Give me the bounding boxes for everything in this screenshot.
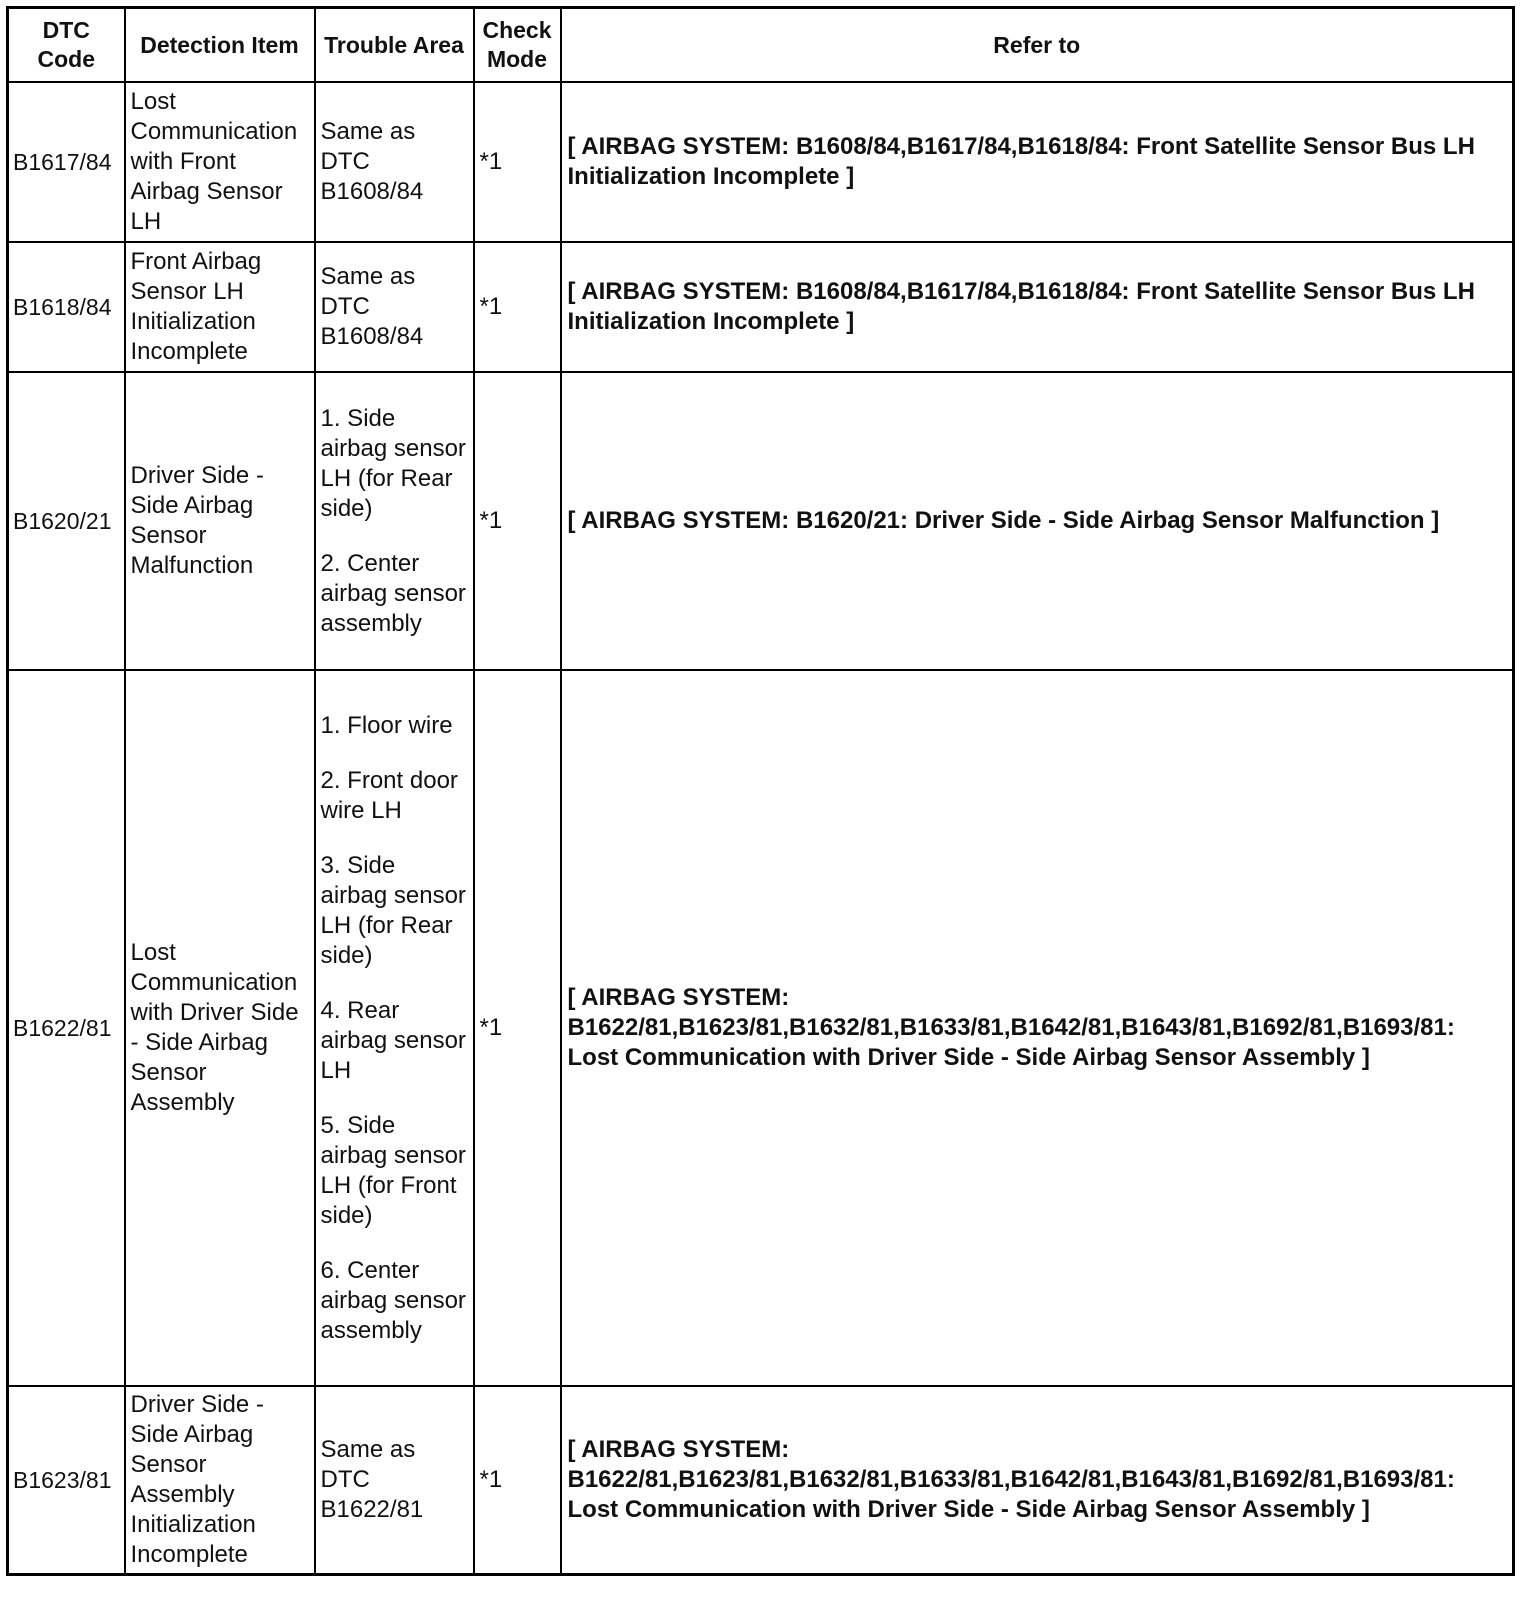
trouble-area-item: 3. Side airbag sensor LH (for Rear side) bbox=[320, 851, 466, 969]
header-row bbox=[8, 8, 1514, 83]
trouble-area-cell bbox=[315, 670, 474, 1386]
table-row bbox=[8, 242, 1514, 372]
check-mode-cell: *1 bbox=[474, 372, 561, 670]
dtc-code-cell: B1617/84 bbox=[8, 82, 125, 242]
table-row bbox=[8, 1386, 1514, 1575]
table-row bbox=[8, 670, 1514, 1386]
trouble-area-cell bbox=[315, 1386, 474, 1575]
table-body bbox=[8, 82, 1514, 1575]
trouble-area-cell bbox=[315, 372, 474, 670]
dtc-code-cell: B1620/21 bbox=[8, 372, 125, 670]
table-header bbox=[8, 8, 1514, 83]
refer-to-link[interactable]: [ AIRBAG SYSTEM: B1622/81,B1623/81,B1632/81,B1633/81,B1642/81,B1643/81,B1692/81,B1693/81: Lost Communication with Driver Side - Side Airbag Sensor Assembly ] bbox=[561, 670, 1514, 1386]
trouble-area-item: 6. Center airbag sensor assembly bbox=[320, 1256, 466, 1344]
trouble-area-cell bbox=[315, 82, 474, 242]
trouble-area-item: 2. Front door wire LH bbox=[320, 766, 458, 824]
dtc-code-cell: B1618/84 bbox=[8, 242, 125, 372]
trouble-area-item: 1. Floor wire bbox=[320, 711, 453, 739]
check-mode-cell: *1 bbox=[474, 242, 561, 372]
check-mode-cell: *1 bbox=[474, 670, 561, 1386]
dtc-code-cell: B1623/81 bbox=[8, 1386, 125, 1575]
table-row bbox=[8, 372, 1514, 670]
header-trouble-area: Trouble Area bbox=[315, 8, 474, 83]
trouble-area-item: 1. Side airbag sensor LH (for Rear side) bbox=[320, 404, 466, 522]
header-refer-to: Refer to bbox=[561, 8, 1514, 83]
refer-to-link[interactable]: [ AIRBAG SYSTEM: B1622/81,B1623/81,B1632/81,B1633/81,B1642/81,B1643/81,B1692/81,B1693/81: Lost Communication with Driver Side - Side Airbag Sensor Assembly ] bbox=[561, 1386, 1514, 1575]
refer-to-link[interactable]: [ AIRBAG SYSTEM: B1608/84,B1617/84,B1618/84: Front Satellite Sensor Bus LH Initialization Incomplete ] bbox=[561, 82, 1514, 242]
trouble-area-cell bbox=[315, 242, 474, 372]
trouble-area-text: Same as DTC B1622/81 bbox=[320, 1436, 424, 1523]
check-mode-cell: *1 bbox=[474, 1386, 561, 1575]
dtc-table-container bbox=[6, 6, 1515, 1576]
detection-item-cell: Driver Side - Side Airbag Sensor Assembly Initialization Incomplete bbox=[125, 1386, 315, 1575]
header-check-mode: Check Mode bbox=[474, 8, 561, 83]
table-row bbox=[8, 82, 1514, 242]
check-mode-cell: *1 bbox=[474, 82, 561, 242]
trouble-area-item: 4. Rear airbag sensor LH bbox=[320, 996, 466, 1084]
refer-to-link[interactable]: [ AIRBAG SYSTEM: B1620/21: Driver Side - Side Airbag Sensor Malfunction ] bbox=[561, 372, 1514, 670]
detection-item-cell: Front Airbag Sensor LH Initialization Incomplete bbox=[125, 242, 315, 372]
refer-to-link[interactable]: [ AIRBAG SYSTEM: B1608/84,B1617/84,B1618/84: Front Satellite Sensor Bus LH Initialization Incomplete ] bbox=[561, 242, 1514, 372]
header-dtc-code: DTC Code bbox=[8, 8, 125, 83]
dtc-table bbox=[6, 6, 1515, 1576]
trouble-area-text: Same as DTC B1608/84 bbox=[320, 263, 424, 350]
detection-item-cell: Lost Communication with Driver Side - Side Airbag Sensor Assembly bbox=[125, 670, 315, 1386]
trouble-area-item: 2. Center airbag sensor assembly bbox=[320, 549, 466, 637]
trouble-area-item: 5. Side airbag sensor LH (for Front side) bbox=[320, 1111, 466, 1229]
header-detection-item: Detection Item bbox=[125, 8, 315, 83]
detection-item-cell: Lost Communication with Front Airbag Sensor LH bbox=[125, 82, 315, 242]
dtc-code-cell: B1622/81 bbox=[8, 670, 125, 1386]
trouble-area-text: Same as DTC B1608/84 bbox=[320, 118, 424, 205]
detection-item-cell: Driver Side - Side Airbag Sensor Malfunction bbox=[125, 372, 315, 670]
